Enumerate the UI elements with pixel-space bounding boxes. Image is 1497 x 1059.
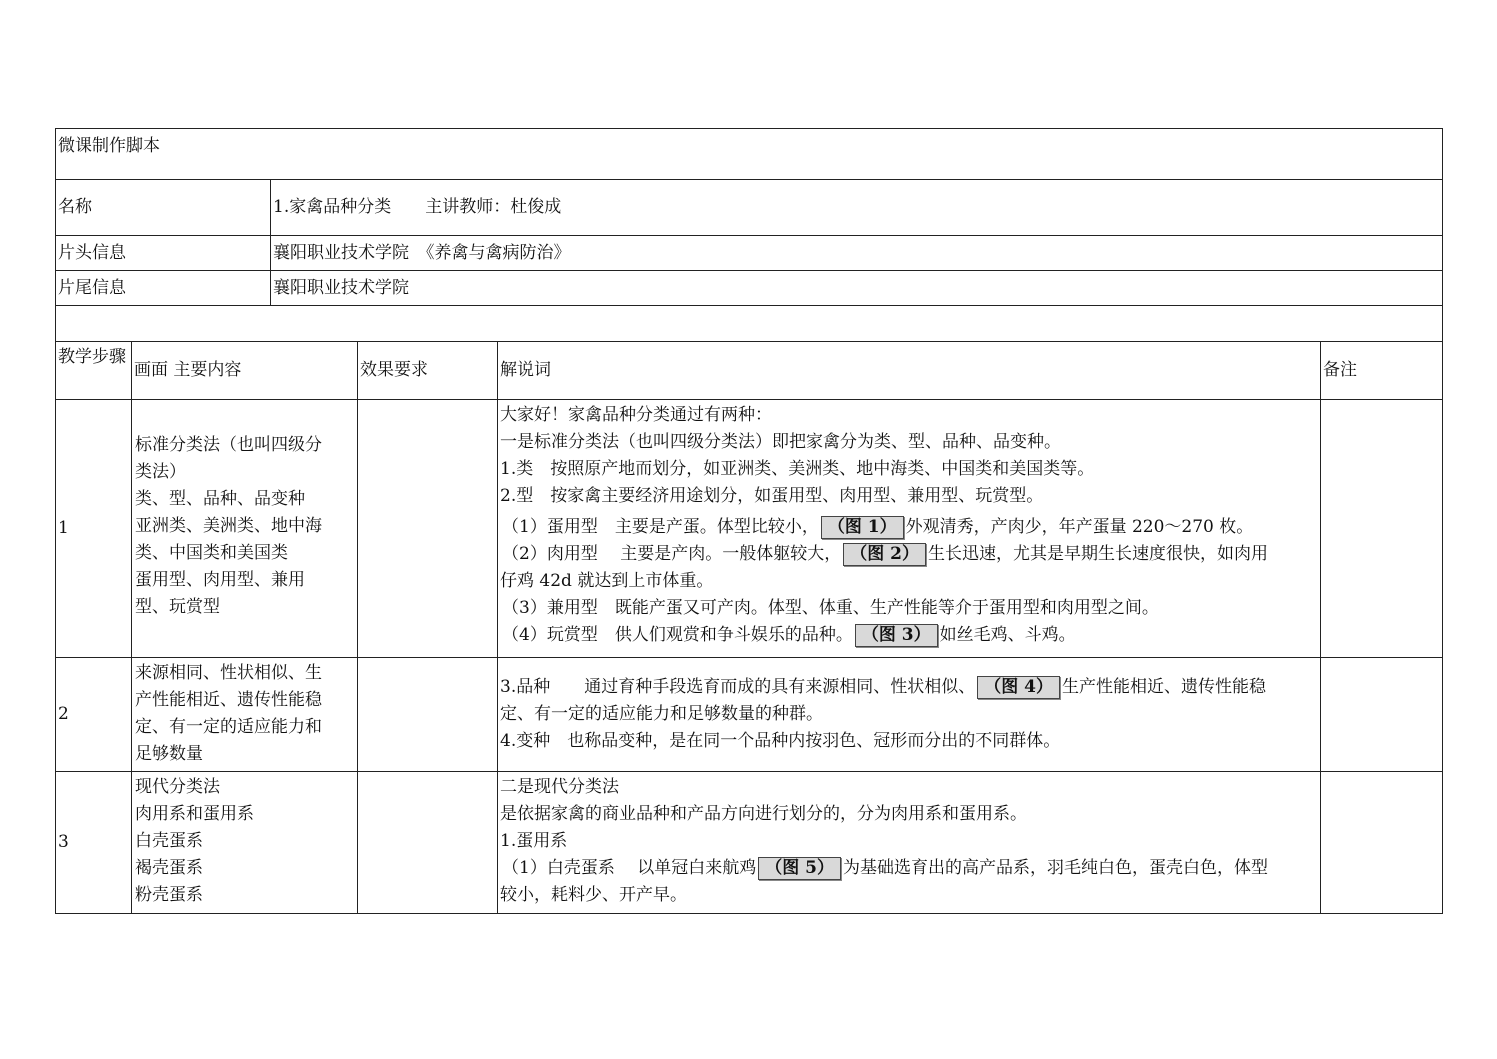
screen-line: 定、有一定的适应能力和: [135, 717, 322, 737]
narration-text: （1）蛋用型 主要是产蛋。体型比较小，: [502, 517, 819, 537]
narration-line: （3）兼用型 既能产蛋又可产肉。体型、体重、生产性能等介于蛋用型和肉用型之间。: [502, 598, 1159, 618]
screen-line: 足够数量: [135, 744, 203, 764]
narration-text: （2）肉用型 主要是产肉。一般体躯较大，: [502, 544, 842, 564]
narration-text: 为基础选育出的高产品系，羽毛纯白色，蛋壳白色，体型: [842, 858, 1268, 878]
narration-cell: [497, 772, 1320, 913]
screen-line: 粉壳蛋系: [135, 885, 203, 905]
narration-line: [500, 855, 1318, 882]
narration-line: 一是标准分类法（也叫四级分类法）即把家禽分为类、型、品种、品变种。: [500, 432, 1061, 452]
head-info-value: 襄阳职业技术学院 《养禽与禽病防治》: [270, 236, 1442, 270]
screen-content: [131, 772, 357, 913]
header-effect: 效果要求: [357, 342, 497, 399]
screen-content: [131, 658, 357, 771]
narration-text: 3.品种 通过育种手段选育而成的具有来源相同、性状相似、: [500, 677, 976, 697]
remark-cell: [1320, 772, 1442, 913]
header-step: 教学步骤: [58, 347, 126, 367]
screen-line: 类、型、品种、品变种: [135, 489, 305, 509]
effect-cell: [357, 658, 497, 771]
narration-text: 生产性能相近、遗传性能稳: [1061, 677, 1266, 697]
narration-text: 外观清秀，产肉少，年产蛋量 220～270 枚。: [905, 517, 1254, 537]
step-number: 1: [58, 518, 69, 538]
screen-line: 类法）: [135, 462, 186, 482]
narration-line: [500, 514, 1318, 541]
narration-line: [500, 622, 1318, 649]
narration-line: [500, 674, 1318, 701]
remark-cell: [1320, 400, 1442, 657]
screen-line: 亚洲类、美洲类、地中海: [135, 516, 322, 536]
narration-line: 是依据家禽的商业品种和产品方向进行划分的，分为肉用系和蛋用系。: [500, 804, 1027, 824]
table-row: [55, 658, 1443, 772]
narration-line: 2.型 按家禽主要经济用途划分，如蛋用型、肉用型、兼用型、玩赏型。: [500, 486, 1044, 506]
name-value: 1.家禽品种分类 主讲教师：杜俊成: [270, 180, 1442, 235]
step-number: 3: [58, 832, 69, 852]
screen-line: 蛋用型、肉用型、兼用: [135, 570, 305, 590]
step-number: 2: [58, 704, 69, 724]
tail-info-value: 襄阳职业技术学院: [270, 271, 1442, 305]
table-title: 微课制作脚本: [58, 136, 160, 156]
screen-line: 类、中国类和美国类: [135, 543, 288, 563]
head-info-label: 片头信息: [58, 242, 126, 263]
table-title-row: [55, 128, 1443, 180]
figure-4-button[interactable]: （图 4）: [977, 676, 1060, 699]
name-row: [55, 180, 1443, 236]
table-row: [55, 400, 1443, 658]
script-table: [55, 128, 1443, 914]
screen-line: 白壳蛋系: [135, 831, 203, 851]
column-header-row: [55, 342, 1443, 400]
screen-content: [131, 400, 357, 657]
header-remark: 备注: [1320, 342, 1442, 399]
name-label: 名称: [58, 197, 92, 217]
narration-line: 4.变种 也称品变种，是在同一个品种内按羽色、冠形而分出的不同群体。: [500, 731, 1061, 751]
figure-2-button[interactable]: （图 2）: [843, 543, 926, 566]
narration-text: 如丝毛鸡、斗鸡。: [939, 625, 1076, 645]
narration-line: 二是现代分类法: [500, 777, 619, 797]
narration-text: （4）玩赏型 供人们观赏和争斗娱乐的品种。: [502, 625, 853, 645]
narration-line: 大家好！家禽品种分类通过有两种：: [500, 405, 772, 425]
narration-line: 仔鸡 42d 就达到上市体重。: [500, 571, 714, 591]
tail-info-label: 片尾信息: [58, 277, 126, 298]
narration-text: （1）白壳蛋系 以单冠白来航鸡: [502, 858, 757, 878]
figure-3-button[interactable]: （图 3）: [855, 624, 938, 647]
narration-line: 定、有一定的适应能力和足够数量的种群。: [500, 704, 823, 724]
remark-cell: [1320, 658, 1442, 771]
screen-line: 肉用系和蛋用系: [135, 804, 254, 824]
screen-line: 标准分类法（也叫四级分: [135, 435, 322, 455]
header-screen: 画面 主要内容: [131, 342, 357, 399]
narration-cell: [497, 400, 1320, 657]
narration-line: 1.类 按照原产地而划分，如亚洲类、美洲类、地中海类、中国类和美国类等。: [500, 459, 1095, 479]
screen-line: 产性能相近、遗传性能稳: [135, 690, 322, 710]
narration-cell: [497, 658, 1320, 771]
narration-line: [500, 541, 1318, 568]
screen-line: 褐壳蛋系: [135, 858, 203, 878]
narration-line: 较小，耗料少、开产早。: [500, 885, 687, 905]
figure-5-button[interactable]: （图 5）: [758, 857, 841, 880]
screen-line: 型、玩赏型: [135, 597, 220, 617]
screen-line: 现代分类法: [135, 777, 220, 797]
tail-info-row: [55, 271, 1443, 306]
head-info-row: [55, 236, 1443, 271]
header-narration: 解说词: [497, 342, 1320, 399]
table-row: [55, 772, 1443, 914]
narration-line: 1.蛋用系: [500, 831, 568, 851]
effect-cell: [357, 772, 497, 913]
narration-text: 生长迅速，尤其是早期生长速度很快，如肉用: [927, 544, 1268, 564]
effect-cell: [357, 400, 497, 657]
screen-line: 来源相同、性状相似、生: [135, 663, 322, 683]
figure-1-button[interactable]: （图 1）: [821, 516, 904, 539]
spacer-row: [55, 306, 1443, 342]
